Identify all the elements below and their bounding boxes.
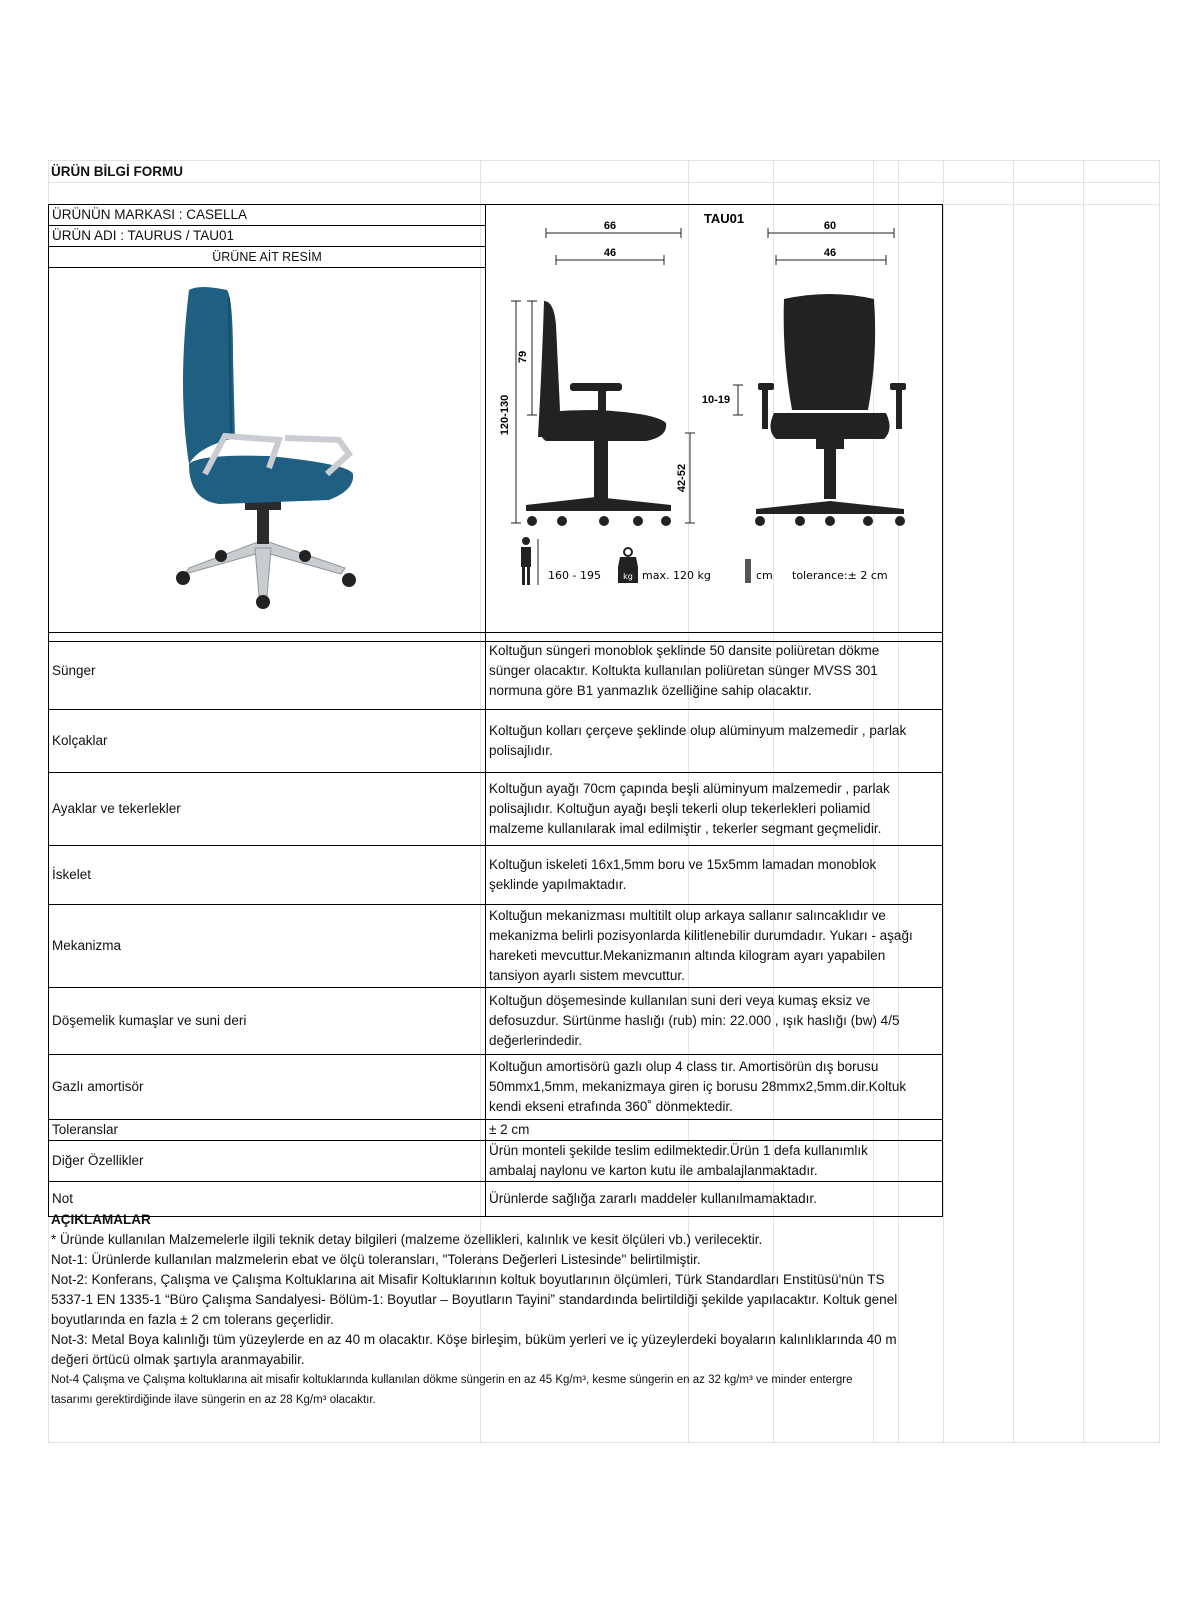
max-weight-label: max. 120 kg [642, 569, 711, 582]
dimension-drawing [486, 205, 931, 633]
side-view-chair [526, 301, 671, 526]
brand-cell: ÜRÜNÜN MARKASI : CASELLA [49, 205, 486, 226]
notes-title: AÇIKLAMALAR [51, 1212, 151, 1227]
user-height-range: 160 - 195 [548, 569, 601, 582]
front-top-width-label: 60 [823, 220, 837, 232]
spec-description-line: hareketi mevcuttur.Mekanizmanın altında kilogram ayarı yapabilen [489, 948, 886, 963]
spec-description-line: polisajlıdır. [489, 743, 553, 758]
spec-description-line: defosuzdur. Sürtünme haslığı (rub) min: 22.000 , ışık haslığı (bw) 4/5 [489, 1013, 900, 1028]
model-label: TAU01 [703, 211, 745, 226]
spec-description-line: Koltuğun kolları çerçeve şeklinde olup alüminyum malzemedir , parlak [489, 723, 907, 738]
spec-label: Döşemelik kumaşlar ve suni deri [49, 988, 486, 1055]
note-line: tasarımı gerektirdiğinde ilave süngerin en az 28 Kg/m³ olacaktır. [51, 1394, 376, 1406]
spec-description-line: değerlerindedir. [489, 1033, 583, 1048]
spec-description-line: tansiyon ayarlı sistem mevcuttur. [489, 968, 685, 983]
spec-row [49, 905, 943, 988]
spec-description-line: Koltuğun mekanizması multitilt olup arkaya sallanır salıncaklıdır ve [489, 908, 886, 923]
front-view-chair [755, 294, 906, 526]
spec-row [49, 1141, 943, 1182]
note-line: 5337-1 EN 1335-1 “Büro Çalışma Sandalyesi- Bölüm-1: Boyutlar – Boyutların Tayini” standardında belirtildiği şekilde yapılacaktır. Koltuk genel [51, 1292, 898, 1307]
spec-description-line: şeklinde yapılmaktadır. [489, 877, 627, 892]
product-photo-cell [49, 268, 486, 642]
product-photo [49, 268, 479, 641]
notes-section [51, 1210, 941, 1410]
spec-row [49, 710, 943, 773]
seat-height-label: 42-52 [676, 463, 688, 493]
spec-label: Toleranslar [49, 1120, 486, 1141]
spec-description [486, 988, 943, 1055]
spec-label: Ayaklar ve tekerlekler [49, 773, 486, 846]
spec-label: Sünger [49, 633, 486, 710]
note-line: boyutlarında en fazla ± 2 cm tolerans geçerlidir. [51, 1312, 334, 1327]
spec-description-line: Koltuğun amortisörü gazlı olup 4 class tır. Amortisörün dış borusu [489, 1059, 879, 1074]
weight-icon-label: kg [623, 572, 633, 581]
spec-description-line: Koltuğun ayağı 70cm çapında beşli alüminyum malzemedir , parlak [489, 781, 890, 796]
spec-description [486, 846, 943, 905]
arm-height-label: 10-19 [701, 394, 731, 406]
spec-description-line: Koltuğun döşemesinde kullanılan suni deri veya kumaş eksiz ve [489, 993, 871, 1008]
side-top-width-label: 66 [603, 220, 617, 232]
tolerance-label: tolerance:± 2 cm [792, 569, 888, 582]
spec-description [486, 1120, 943, 1141]
spec-description-line: ± 2 cm [489, 1122, 530, 1137]
note-line: değeri örtücü olmak şartıyla aranmayabilir. [51, 1352, 305, 1367]
spec-row [49, 773, 943, 846]
specification-rows [48, 632, 943, 1217]
note-line: Not-3: Metal Boya kalınlığı tüm yüzeylerde en az 40 m olacaktır. Köşe birleşim, büküm yerleri ve iç yüzeylerdeki boyaların kalınlıklarında 40 m [51, 1332, 897, 1347]
spec-description-line: kendi ekseni etrafında 360˚ dönmektedir. [489, 1099, 733, 1114]
spec-description [486, 1055, 943, 1120]
spec-label: Gazlı amortisör [49, 1055, 486, 1120]
spec-description-line: Ürün monteli şekilde teslim edilmektedir.Ürün 1 defa kullanımlık [489, 1143, 868, 1158]
spec-label: Kolçaklar [49, 710, 486, 773]
unit-label: cm [756, 569, 773, 582]
spec-description-line: malzeme kullanılarak imal edilmiştir , tekerler segmant geçmelidir. [489, 821, 882, 836]
spec-row [49, 988, 943, 1055]
brand-row [49, 205, 943, 226]
spec-description-line: 50mmx1,5mm, mekanizmaya giren iç borusu 28mmx2,5mm.dir.Koltuk [489, 1079, 907, 1094]
spec-description [486, 710, 943, 773]
spec-table [48, 204, 943, 642]
spec-description-line: normuna göre B1 yanmazlık özelliğine sahip olacaktır. [489, 683, 812, 698]
note-line: * Üründe kullanılan Malzemelerle ilgili teknik detay bilgileri (malzeme özellikleri, kalınlık ve kesit ölçüleri vb.) verilecektir. [51, 1232, 763, 1247]
spec-label: Not [49, 1182, 486, 1217]
spec-description-line: mekanizma belirli pozisyonlarda kilitlenebilir durumdadır. Yukarı - aşağı [489, 928, 913, 943]
spec-description [486, 905, 943, 988]
image-caption: ÜRÜNE AİT RESİM [49, 247, 486, 268]
side-seat-width-label: 46 [603, 247, 617, 259]
spec-row [49, 1055, 943, 1120]
technical-drawing-cell [486, 205, 943, 642]
front-seat-width-label: 46 [823, 247, 837, 259]
chair-base [176, 500, 356, 609]
spec-label: İskelet [49, 846, 486, 905]
spec-description [486, 1141, 943, 1182]
note-line: Not-2: Konferans, Çalışma ve Çalışma Koltuklarına ait Misafir Koltuklarının koltuk boyutlarının ölçümleri, Türk Standardları Enstitüsü'nün TS [51, 1272, 885, 1287]
person-icon [521, 537, 538, 585]
name-cell: ÜRÜN ADI : TAURUS / TAU01 [49, 226, 486, 247]
spec-description-line: ambalaj naylonu ve karton kutu ile ambalajlanmaktadır. [489, 1163, 818, 1178]
weight-icon [618, 548, 638, 583]
spec-description-line: Ürünlerde sağlığa zararlı maddeler kullanılmamaktadır. [489, 1191, 817, 1206]
total-height-label: 120-130 [499, 394, 511, 436]
note-line: Not-4 Çalışma ve Çalışma koltuklarına ait misafir koltuklarında kullanılan dökme süngerin en az 45 Kg/m³, kesme süngerin en az 32 kg/m³ ve minder entergre [51, 1374, 853, 1386]
spec-description-line: Koltuğun iskeleti 16x1,5mm boru ve 15x5mm lamadan monoblok [489, 857, 877, 872]
spec-description [486, 633, 943, 710]
spec-row [49, 846, 943, 905]
spec-label: Mekanizma [49, 905, 486, 988]
form-title: ÜRÜN BİLGİ FORMU [51, 164, 183, 179]
spec-description-line: polisajlıdır. Koltuğun ayağı beşli tekerli olup tekerlekleri poliamid [489, 801, 871, 816]
spec-row [49, 1120, 943, 1141]
note-line: Not-1: Ürünlerde kullanılan malzmelerin ebat ve ölçü toleransları, "Tolerans Değerleri Listesinde" belirtilmiştir. [51, 1252, 701, 1267]
spec-description [486, 773, 943, 846]
spec-description-line: Koltuğun süngeri monoblok şeklinde 50 dansite poliüretan dökme [489, 643, 880, 658]
spec-description-line: sünger olacaktır. Koltukta kullanılan poliüretan sünger MVSS 301 [489, 663, 878, 678]
ruler-icon [745, 559, 751, 583]
spec-row [49, 633, 943, 710]
back-height-label: 79 [517, 350, 529, 364]
spec-label: Diğer Özellikler [49, 1141, 486, 1182]
